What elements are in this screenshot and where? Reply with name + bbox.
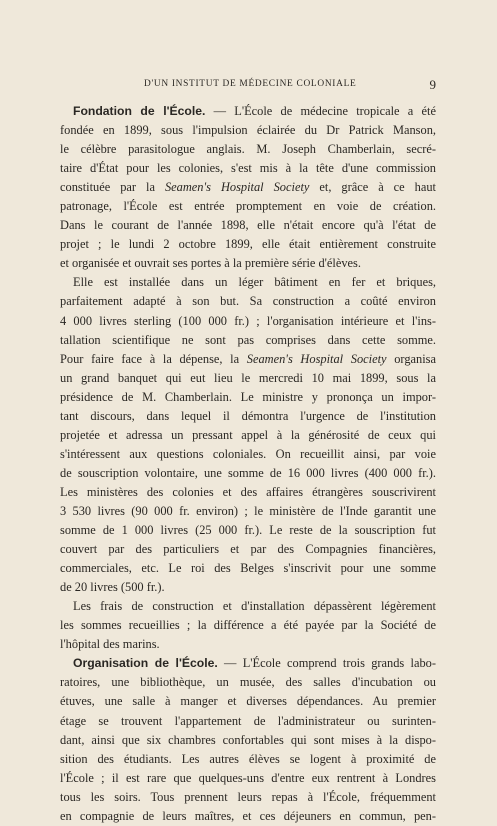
paragraph-line: couvert par des particuliers et par des Compagnies financières, — [60, 542, 436, 557]
society-name: Seamen's Hospital Society — [164, 180, 310, 195]
paragraph-line: commerciales, etc. Le roi des Belges s'inscrivit pour une somme — [60, 561, 436, 576]
paragraph-line: Organisation de l'École. — L'École comprend trois grands labo- — [73, 656, 436, 671]
paragraph-line: projet ; le lundi 2 octobre 1899, elle était entièrement construite — [60, 237, 436, 252]
body-text — [60, 102, 436, 826]
paragraph-line: de souscription volontaire, une somme de 16 000 livres (400 000 fr.). — [60, 465, 436, 480]
paragraph-line: Les ministères des colonies et des affaires étrangères souscrivirent — [60, 484, 436, 499]
paragraph-line: Dans le courant de l'année 1898, elle n'était encore qu'à l'état de — [60, 218, 436, 233]
paragraph-line: fondée en 1899, sous l'impulsion éclairée du Dr Patrick Manson, — [60, 123, 436, 138]
paragraph-line: dant, ainsi que six chambres confortables qui sont mises à la dispo- — [60, 732, 436, 747]
paragraph-line: un grand banquet qui eut lieu le mercredi 10 mai 1899, sous la — [60, 370, 436, 385]
paragraph-line: projetée et adressa un pressant appel à la générosité de ceux qui — [60, 427, 436, 442]
section-heading: Fondation de l'École. — [73, 104, 206, 118]
paragraph-line: Les frais de construction et d'installation dépassèrent légèrement — [73, 599, 436, 614]
paragraph-line: en compagnie de leurs maîtres, et ces déjeuners en commun, pen- — [60, 808, 436, 823]
paragraph-line: tous les soirs. Tous prennent leurs repas à l'École, fréquemment — [60, 789, 436, 804]
paragraph-line: l'hôpital des marins. — [60, 637, 160, 652]
paragraph-line: Fondation de l'École. — L'École de médecine tropicale a été — [73, 104, 437, 118]
paragraph-line: Pour faire face à la dépense, la Seamen's Hospital Society organisa — [60, 351, 436, 366]
paragraph-line: s'intéressent aux questions coloniales. On recueillit ainsi, par voie — [60, 446, 436, 461]
paragraph-line: constituée par la Seamen's Hospital Society et, grâce à ce haut — [60, 180, 436, 195]
paragraph-line: et organisée et ouvrait ses portes à la première série d'élèves. — [60, 256, 361, 271]
paragraph-line: tallation scientifique ne sont pas comprises dans cette somme. — [60, 332, 436, 347]
paragraph-line: étage se trouvent l'appartement de l'administrateur ou surinten- — [60, 713, 436, 728]
page-number: 9 — [429, 77, 436, 92]
paragraph-line: de 20 livres (500 fr.). — [60, 580, 165, 595]
running-header — [60, 79, 436, 95]
paragraph-line: l'École ; il est rare que quelques-uns d'entre eux rentrent à Londres — [60, 770, 436, 785]
paragraph-line: Elle est installée dans un léger bâtiment en fer et briques, — [73, 275, 436, 290]
paragraph-line: présidence de M. Chamberlain. Le ministre y prononça un impor- — [60, 389, 436, 404]
society-name: Seamen's Hospital Society — [246, 351, 387, 366]
paragraph-line: ratoires, une bibliothèque, un musée, des salles d'incubation ou — [60, 675, 436, 690]
paragraph-line: patronage, l'École est entrée promptement en voie de création. — [60, 199, 436, 214]
paragraph-line: taire d'État pour les colonies, s'est mis à la tête d'une commission — [60, 161, 436, 176]
paragraph-line: sition des étudiants. Les autres élèves se logent à proximité de — [60, 751, 436, 766]
paragraph-line: tant discours, dans lequel il démontra l'urgence de l'institution — [60, 408, 436, 423]
paragraph-line: 3 530 livres (90 000 fr. environ) ; le ministère de l'Inde garantit une — [60, 503, 436, 518]
paragraph-line: parfaitement adapté à son but. Sa construction a coûté environ — [60, 294, 436, 309]
paragraph-line: étuves, une salle à manger et diverses dépendances. Au premier — [60, 694, 436, 709]
paragraph-line: somme de 1 000 livres (25 000 fr.). Le reste de la souscription fut — [60, 523, 436, 538]
running-title: D'UN INSTITUT DE MÉDECINE COLONIALE — [144, 79, 357, 89]
paragraph-line: le célèbre parasitologue anglais. M. Joseph Chamberlain, secré- — [60, 142, 436, 157]
paragraph-line: les sommes recueillies ; la différence a été payée par la Société de — [60, 618, 436, 633]
section-heading: Organisation de l'École. — [73, 656, 218, 671]
paragraph-line: 4 000 livres sterling (100 000 fr.) ; l'organisation intérieure et l'ins- — [60, 313, 436, 328]
